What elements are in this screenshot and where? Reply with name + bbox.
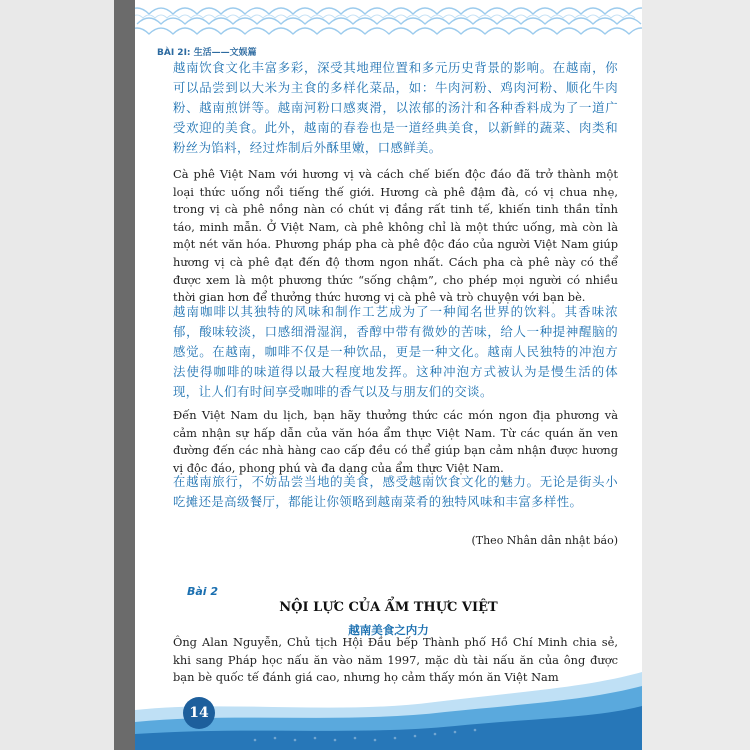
- top-wave-decoration: [135, 0, 642, 46]
- page-shadow-strip: [114, 0, 135, 750]
- source-credit: (Theo Nhân dân nhật báo): [471, 534, 618, 547]
- paragraph-vi-2: Cà phê Việt Nam với hương vị và cách chế biến độc đáo đã trở thành một loại thức uống nổi tiếng thế giới. Hương cà phê đậm đà, có vị chua nhẹ, trong vị cà phê nồng nàn có chút vị đắng rất tinh tế, khiến tinh thần tỉnh táo, minh mẫn. Ở Việt Nam, cà phê không chỉ là một thức uống, mà còn là một nét văn hóa. Phương pháp pha cà phê độc đáo của người Việt Nam giúp hương vị cà phê đạt đến độ thơm ngon nhất. Cách pha cà phê này có thể được xem là một phương thức “sống chậm”, cho phép mọi người có nhiều thời gian hơn để thưởng thức hương vị cà phê và trò chuyện với bạn bè.: [173, 167, 618, 305]
- section-label: Bài 2: [187, 585, 219, 598]
- book-page: [135, 0, 642, 750]
- paragraph-zh-3: 越南咖啡以其独特的风味和制作工艺成为了一种闻名世界的饮料。其香味浓郁，酸味较淡，口感细滑湿润，香醇中带有微妙的苦味，给人一种提神醒脑的感觉。在越南，咖啡不仅是一种饮品，更是一种文化。越南人民独特的冲泡方法使得咖啡的味道得以最大程度地发挥。这种冲泡方式被认为是慢生活的体现，让人们有时间享受咖啡的香气以及与朋友们的交谈。: [173, 304, 618, 399]
- right-background: [642, 0, 750, 750]
- article-subtitle: 越南美食之内力: [348, 623, 429, 637]
- paragraph-vi-4: Đến Việt Nam du lịch, bạn hãy thưởng thức các món ngon địa phương và cảm nhận sự hấp dẫn của văn hóa ẩm thực Việt Nam. Từ các quán ăn ven đường đến các nhà hàng cao cấp đều có thể giúp bạn cảm nhận được hương vị độc đáo, phong phú và đa dạng của ẩm thực Việt Nam.: [173, 408, 618, 475]
- lesson-header: BÀI 2I: 生活——文娱篇: [157, 48, 257, 58]
- paragraph-vi-6: Ông Alan Nguyễn, Chủ tịch Hội Đầu bếp Thành phố Hồ Chí Minh chia sẻ, khi sang Pháp học nấu ăn vào năm 1997, mặc dù tài nấu ăn của ông được bạn bè quốc tế đánh giá cao, nhưng họ cảm thấy món ăn Việt Nam: [173, 635, 618, 685]
- article-title: NỘI LỰC CỦA ẨM THỰC VIỆT: [279, 600, 498, 615]
- paragraph-zh-1: 越南饮食文化丰富多彩，深受其地理位置和多元历史背景的影响。在越南，你可以品尝到以大米为主食的多样化菜品，如：牛肉河粉、鸡肉河粉、顺化牛肉粉、越南煎饼等。越南河粉口感爽滑，以浓郁的汤汁和各种香料成为了一道广受欢迎的美食。此外，越南的春卷也是一道经典美食，以新鲜的蔬菜、肉类和粉丝为馅料，经过炸制后外酥里嫩，口感鲜美。: [173, 60, 618, 155]
- left-background: [0, 0, 114, 750]
- paragraph-zh-5: 在越南旅行，不妨品尝当地的美食，感受越南饮食文化的魅力。无论是街头小吃摊还是高级餐厅，都能让你领略到越南菜肴的独特风味和丰富多样性。: [173, 474, 618, 509]
- page-number-badge: 14: [183, 697, 215, 729]
